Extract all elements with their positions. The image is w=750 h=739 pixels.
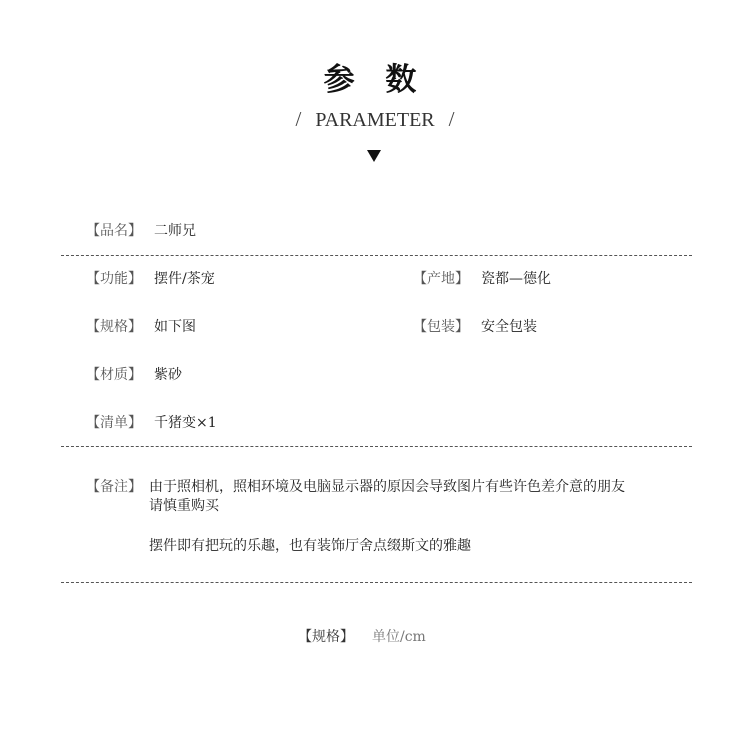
spec-packaging-label: 【包装】 [413, 319, 469, 335]
spec-name-value: 二师兄 [154, 223, 196, 239]
spec-contents-label: 【清单】 [86, 415, 142, 431]
spec-name-label: 【品名】 [86, 223, 142, 239]
spec-origin-value: 瓷都—德化 [481, 271, 551, 287]
subtitle-text: PARAMETER [315, 109, 435, 131]
spec-name [86, 222, 196, 240]
spec-size [86, 318, 196, 336]
page-title: 参 数 [323, 62, 427, 98]
spec-origin-label: 【产地】 [413, 271, 469, 287]
spec-function [86, 270, 215, 288]
spec-packaging [413, 318, 537, 336]
spec-size-value: 如下图 [154, 319, 196, 335]
spec-packaging-value: 安全包装 [481, 319, 537, 335]
footer-label: 【规格】 [298, 629, 354, 645]
spec-material-label: 【材质】 [86, 367, 142, 383]
divider-1 [61, 255, 692, 256]
footer-unit: 单位/cm [372, 629, 426, 645]
spec-contents-value: 千猪变×1 [154, 415, 217, 431]
spec-function-label: 【功能】 [86, 271, 142, 287]
divider-3 [61, 582, 692, 583]
slash-right: / [448, 107, 455, 131]
footer-size-note [298, 626, 426, 646]
spec-material-value: 紫砂 [154, 367, 182, 383]
note-label: 【备注】 [86, 479, 142, 495]
note-line-1: 由于照相机，照相环境及电脑显示器的原因会导致图片有些许色差介意的朋友 [149, 479, 625, 495]
spec-size-label: 【规格】 [86, 319, 142, 335]
triangle-down-icon [367, 150, 381, 162]
note-text [149, 478, 709, 556]
spec-material [86, 366, 182, 384]
divider-2 [61, 446, 692, 447]
note-line-3: 摆件即有把玩的乐趣，也有装饰厅舍点缀斯文的雅趣 [149, 538, 471, 554]
spec-contents [86, 414, 217, 432]
slash-left: / [295, 107, 302, 131]
spec-origin [413, 270, 551, 288]
spec-function-value: 摆件/茶宠 [154, 271, 215, 287]
note-line-2: 请慎重购买 [149, 498, 219, 514]
page-subtitle [0, 107, 750, 132]
